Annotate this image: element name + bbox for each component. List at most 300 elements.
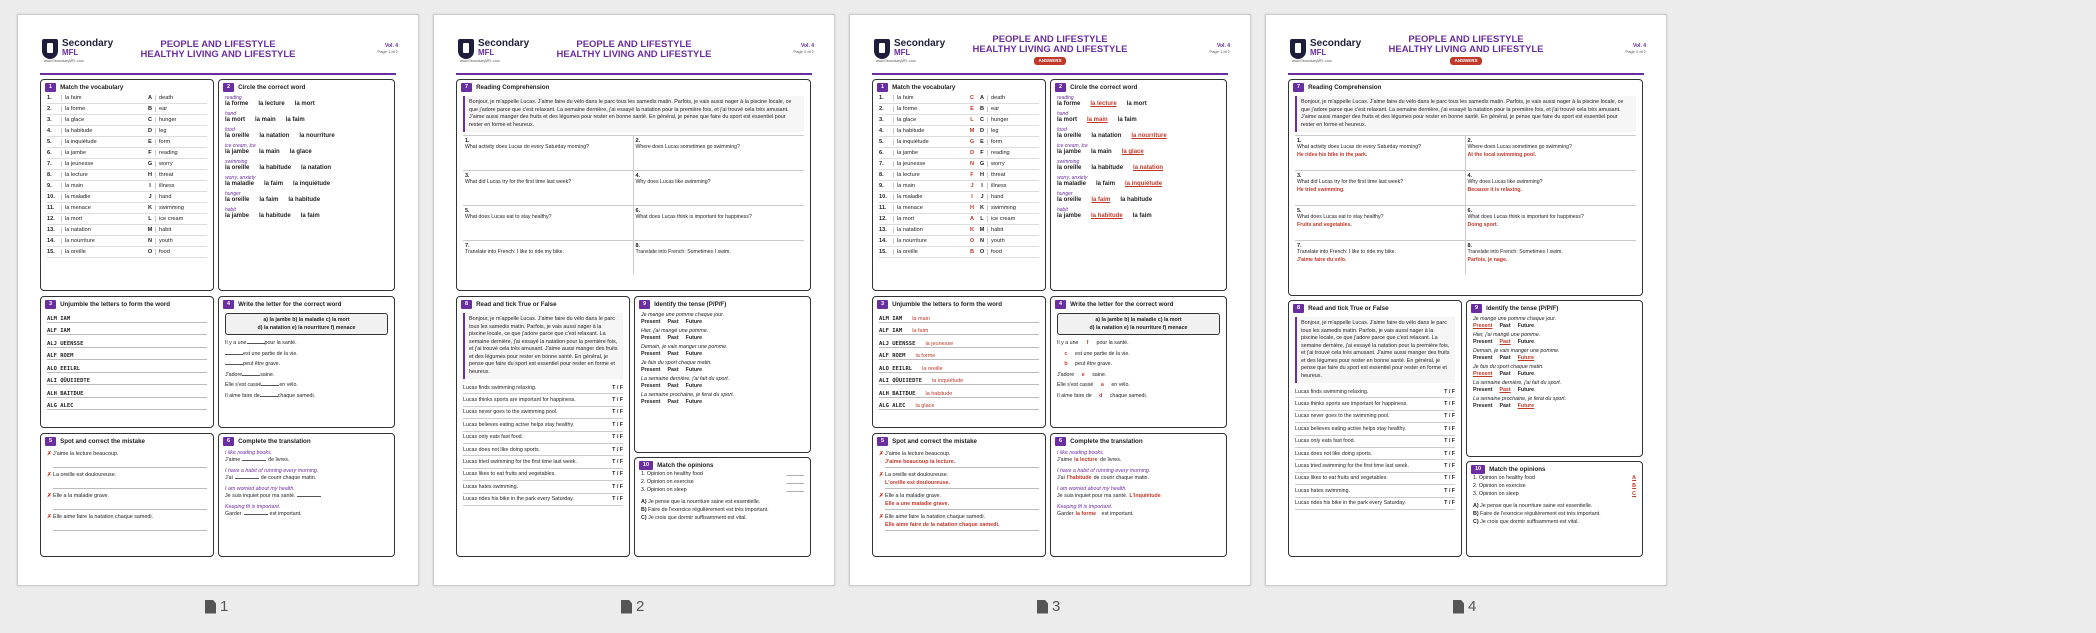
tense-sentence: La semaine dernière, j'ai fait du sport. — [641, 376, 730, 382]
tense-options — [1473, 323, 1636, 330]
english-word: ice cream — [155, 216, 207, 222]
tense-option[interactable]: Past — [667, 319, 679, 325]
word-meaning: ice cream, ice — [225, 143, 256, 149]
correction-line[interactable] — [53, 480, 207, 489]
gap-blank[interactable] — [260, 396, 278, 397]
gap-sentence — [1057, 349, 1220, 360]
volume-label: Vol. 4 Page 2 of 2 — [1625, 43, 1646, 54]
page-3 — [849, 14, 1251, 586]
tense-option[interactable]: Present — [641, 383, 661, 389]
tense-option[interactable]: Future — [1517, 387, 1535, 393]
true-false-toggle[interactable]: T / F — [612, 471, 623, 478]
answers-badge: ANSWERS — [1034, 57, 1065, 65]
question-number: 1. — [1297, 138, 1302, 144]
word-option[interactable]: la mort — [225, 117, 246, 123]
row-number: 3. — [879, 117, 884, 123]
question — [1295, 240, 1466, 275]
true-false-toggle[interactable]: T / F — [1444, 425, 1455, 432]
tense-sentence: La semaine dernière, j'ai fait du sport. — [1473, 380, 1562, 386]
french-word: la forme — [61, 106, 135, 112]
word-option[interactable]: la oreille — [1057, 133, 1082, 139]
question-number: 4. — [635, 173, 641, 179]
tense-option[interactable]: Past — [667, 335, 679, 341]
opinion-row — [1473, 483, 1636, 491]
true-false-toggle[interactable]: T / F — [1444, 487, 1455, 494]
sentence-end: de livres. — [268, 457, 290, 463]
true-false-row — [463, 407, 623, 419]
french-word: la nourriture — [61, 238, 135, 244]
word-options — [225, 213, 388, 221]
vocab-row — [879, 115, 1039, 126]
page-number-1[interactable]: 1 — [205, 598, 228, 615]
translation-blank[interactable] — [242, 460, 266, 461]
section-unjumble: 3 Unjumble the letters to form the word ALM IAM ALF IAM ALJ UEENSSE ALF ROEM ALO EEILRL ALI QÜUIIEDTE ALH BAITDUE ALG ALEC — [40, 296, 214, 428]
french-word: la natation — [893, 227, 967, 233]
shield-icon — [874, 39, 890, 59]
question-number: 6. — [1467, 208, 1473, 214]
tense-option[interactable]: Past — [1499, 339, 1511, 345]
option-letter: K — [147, 205, 153, 211]
tense-option[interactable]: Past — [1499, 387, 1511, 393]
gap-blank[interactable]: f — [1086, 340, 1089, 346]
question-number: 7. — [465, 243, 470, 249]
tense-option[interactable]: Future — [685, 399, 703, 405]
volume-label: Vol. 4 Page 2 of 2 — [793, 43, 814, 54]
word-option[interactable]: la faim — [1117, 117, 1137, 123]
vocab-row — [879, 247, 1039, 258]
word-option[interactable]: la faim — [259, 197, 279, 203]
translation-blank[interactable] — [244, 514, 268, 515]
tense-option[interactable]: Past — [1499, 403, 1511, 409]
jumbled-word: ALH BAITDUE — [47, 390, 84, 397]
sentence-end: chaque samedi. — [277, 392, 316, 399]
logo-url: www.SecondaryMFL.com — [44, 59, 84, 63]
answer-letter: O — [969, 238, 975, 244]
gap-blank[interactable]: e — [1081, 371, 1085, 378]
english-word: ice cream — [987, 216, 1039, 222]
answer-letter: K — [969, 227, 975, 233]
option-letter: F — [980, 150, 984, 156]
word-option[interactable]: la inquiétude — [293, 181, 331, 187]
english-word: habit — [155, 227, 207, 233]
word-option[interactable]: la faim — [1096, 181, 1116, 187]
word-option[interactable]: la jambe — [1057, 149, 1082, 155]
option-letter: B) — [641, 507, 647, 513]
true-false-row — [463, 432, 623, 444]
header-divider — [456, 73, 812, 75]
answer: Fruits and vegetables. — [1297, 222, 1352, 228]
page-title: PEOPLE AND LIFESTYLE HEALTHY LIVING AND LIFESTYLE ANSWERS — [1388, 34, 1544, 63]
tense-option[interactable]: Present — [641, 351, 661, 357]
tense-option[interactable]: Future — [1517, 339, 1535, 345]
tense-option[interactable]: Present — [1473, 387, 1493, 393]
tense-option[interactable]: Future — [685, 367, 703, 373]
word-option[interactable]: la nourriture — [1131, 133, 1167, 139]
answer: la habitude — [925, 390, 953, 397]
word-option[interactable]: la oreille — [225, 197, 250, 203]
word-option[interactable]: la nourriture — [299, 133, 335, 139]
question — [1466, 170, 1637, 205]
word-option[interactable]: la main — [1091, 149, 1112, 155]
vocab-row — [879, 236, 1039, 247]
word-option[interactable]: la natation — [1091, 133, 1122, 139]
answer: la forme — [915, 353, 936, 359]
tense-option[interactable]: Present — [641, 367, 661, 373]
jumbled-word: ALO EEILRL — [47, 365, 81, 372]
reading-passage: Bonjour, je m'appelle Lucas. J'aime faire du vélo dans le parc tous les samedis matin. Parfois, je vais aussi nager à la piscine locale, ce que j'adore parce que c'est relaxant. La semaine dernière, j'ai essayé la natation pour la première fois, et j'ai trouvé cela très amusant. J'aime aussi manger des fruits et des légumes pour rester en bonne santé. En général, je pense que faire du sport est essentiel pour rester en forme et heureux. — [463, 96, 804, 132]
french-sentence — [225, 493, 388, 501]
true-false-toggle[interactable]: T / F — [1444, 413, 1455, 420]
translation-blank[interactable] — [297, 496, 321, 497]
correction-line[interactable] — [53, 501, 207, 510]
gap-blank[interactable] — [247, 343, 265, 344]
word-meaning: hand — [225, 111, 237, 117]
section-letter-word: 4 Write the letter for the correct word a) la jambe b) la maladie c) la mort d) la natation e) la nourriture f) menace Il y a une f pour la santé. c est une partie de la vie. b peut être grave. J'adore e saine. Elle s'est cassé a en vélo. Il aime faire de d chaque samedi. — [1050, 296, 1227, 428]
true-false-toggle[interactable]: T / F — [612, 421, 623, 428]
tense-option[interactable]: Past — [667, 383, 679, 389]
unjumble-row — [879, 335, 1039, 348]
option-letter: M — [147, 227, 153, 233]
question-number: 8. — [1467, 243, 1473, 249]
translation-blank[interactable]: la forme — [1075, 511, 1097, 517]
word-option[interactable]: la lecture — [1090, 101, 1117, 107]
section-vocab-match: 1 Match the vocabulary 1. la faim C A death 2. la forme E B ear 3. la glace L C hunger 4. la habitude M D leg 5. la inquiétude G E form 6. la jambe D F reading 7. la jeunesse N G worry 8. la lecture F H threat 9. la main J I illness 10. la maladie I J hand 11. la menace H K swimming 12. la mort A L ice cream 13. la natation K M habit 14. la nourriture O N youth 15. la oreille B O food — [872, 79, 1046, 291]
tense-options — [1473, 403, 1636, 410]
english-sentence: I have a habit of running every morning. — [225, 468, 319, 474]
french-sentence — [1057, 493, 1220, 501]
word-options — [225, 133, 388, 141]
true-false-toggle[interactable]: T / F — [1444, 463, 1455, 470]
word-option[interactable]: la oreille — [225, 133, 250, 139]
gap-sentence — [1057, 370, 1220, 381]
word-option[interactable]: la habitude — [288, 197, 321, 203]
unjumble-row — [47, 335, 207, 348]
answer-letter: M — [969, 128, 975, 134]
sentence-start: Il y a une — [1057, 340, 1079, 346]
word-options — [225, 197, 388, 205]
true-false-toggle[interactable]: T / F — [612, 384, 623, 391]
french-word: la lecture — [61, 172, 135, 178]
vocab-row — [47, 214, 207, 225]
opinion-option — [641, 499, 804, 507]
correction-line[interactable]: L'oreille est douloureuse. — [885, 480, 1039, 489]
word-meaning: food — [225, 127, 235, 133]
row-number: 1. — [879, 95, 884, 101]
page-number-4[interactable]: 4 — [1453, 598, 1476, 615]
question — [463, 135, 634, 170]
word-meaning: reading — [225, 95, 242, 101]
answer: At the local swimming pool. — [1467, 152, 1537, 158]
opinion-blank: ______ — [786, 479, 804, 485]
word-option[interactable]: la maladie — [225, 181, 255, 187]
statement: Lucas hates swimming. — [463, 483, 519, 490]
opinion-row — [1473, 475, 1636, 483]
logo: Secondary MFL www.SecondaryMFL.com — [460, 38, 530, 63]
opinion-topic: 2. Opinion on exercise — [1473, 483, 1526, 489]
word-option[interactable]: la main — [255, 117, 276, 123]
header-divider — [1288, 73, 1644, 75]
word-option[interactable]: la faim — [264, 181, 284, 187]
statement: Lucas believes eating active helps stay healthy. — [1295, 425, 1407, 432]
sentence-start: J'aime — [1057, 457, 1073, 463]
gap-blank[interactable] — [261, 385, 279, 386]
word-option[interactable]: la maladie — [1057, 181, 1087, 187]
opinion-answer: B — [1632, 483, 1636, 489]
unjumble-row — [47, 348, 207, 361]
true-false-toggle[interactable]: T / F — [612, 483, 623, 490]
row-number: 15. — [879, 249, 887, 255]
vocab-row — [879, 181, 1039, 192]
row-number: 6. — [47, 150, 52, 156]
word-option[interactable]: la jambe — [1057, 213, 1082, 219]
vocab-row — [47, 104, 207, 115]
tense-option[interactable]: Past — [667, 367, 679, 373]
true-false-toggle[interactable]: T / F — [1444, 401, 1455, 408]
answer-letter: F — [970, 172, 974, 178]
row-number: 5. — [879, 139, 884, 145]
true-false-row — [1295, 398, 1455, 410]
translation-blank[interactable]: L'inquiétude — [1129, 493, 1161, 499]
word-options — [225, 149, 388, 157]
word-option[interactable]: la jambe — [225, 213, 250, 219]
opinion-option — [1473, 519, 1636, 527]
option-letter: O — [979, 249, 985, 255]
tense-option[interactable]: Present — [1473, 323, 1493, 329]
option-letter: D — [979, 128, 985, 134]
true-false-toggle[interactable]: T / F — [1444, 450, 1455, 457]
mistake-sentence: ✗ Elle a la maladie grave. — [879, 493, 1039, 501]
word-option[interactable]: la habitude — [259, 213, 291, 219]
correction-line[interactable]: Elle a une maladie grave. — [885, 501, 1039, 510]
true-false-toggle[interactable]: T / F — [612, 397, 623, 404]
gap-sentence — [225, 359, 388, 370]
word-option[interactable]: la mort — [1057, 117, 1078, 123]
word-option[interactable]: la habitude — [1120, 197, 1153, 203]
word-option[interactable]: la oreille — [1057, 165, 1082, 171]
french-word: la jeunesse — [893, 161, 967, 167]
true-false-row — [463, 456, 623, 468]
word-option[interactable]: la main — [1087, 117, 1108, 123]
vocab-row — [47, 159, 207, 170]
answer: He rides his bike in the park. — [1297, 152, 1368, 158]
sentence-start: Il y a une — [225, 340, 247, 346]
tense-option[interactable]: Future — [685, 335, 703, 341]
statement: Lucas does not like doing sports. — [1295, 450, 1373, 457]
shield-icon — [1290, 39, 1306, 59]
answer: la inquiétude — [932, 378, 964, 384]
english-sentence: I am worried about my health. — [225, 486, 295, 492]
jumbled-word: ALM IAM — [47, 315, 71, 322]
word-meaning: food — [1057, 127, 1067, 133]
page-header — [434, 15, 834, 65]
vocab-row — [47, 148, 207, 159]
translation-blank[interactable]: la lecture — [1074, 457, 1098, 463]
word-option[interactable]: la natation — [1133, 165, 1164, 171]
opinion-row — [1473, 491, 1636, 499]
word-option[interactable]: la inquiétude — [1125, 181, 1163, 187]
word-option[interactable]: la habitude — [1091, 213, 1123, 219]
tense-option[interactable]: Present — [641, 399, 661, 405]
tense-sentence: Demain, je vais manger une pomme. — [641, 344, 728, 350]
question-number: 2. — [635, 138, 641, 144]
tense-option[interactable]: Present — [1473, 355, 1493, 361]
question — [463, 240, 634, 275]
french-word: la glace — [61, 117, 135, 123]
french-sentence — [225, 475, 388, 483]
english-sentence: I like reading books. — [1057, 450, 1105, 456]
word-option[interactable]: la mort — [294, 101, 315, 107]
english-word: reading — [987, 150, 1039, 156]
section-true-false: 8 Read and tick True or False Bonjour, je m'appelle Lucas. J'aime faire du vélo dans le parc tous les samedis matin. Parfois, je vais aussi nager à la piscine locale, ce que j'adore parce que c'est relaxant. La semaine dernière, j'ai essayé la natation pour la première fois, et j'ai trouvé cela très amusant. J'aime aussi manger des fruits et des légumes pour rester en bonne santé. En général, je pense que faire du sport est essentiel pour rester en forme et heureux. Lucas finds swimming relaxing. T / F Lucas thinks sports are important for happiness. T / F Lucas never goes to the swimming pool. T / F Lucas believes eating active helps stay healthy. T / F Lucas only eats fast food. T / F Lucas does not like doing sports. T / F Lucas tried swimming for the first time last week. T / F Lucas likes to eat fruits and vegetables. T / F Lucas hates swimming. T / F Lucas rides his bike in the park every Saturday. T / F — [1288, 300, 1462, 557]
gap-blank[interactable] — [225, 354, 243, 355]
true-false-toggle[interactable]: T / F — [612, 446, 623, 453]
tense-sentence: La semaine prochaine, je ferai du sport. — [1473, 396, 1567, 402]
tense-option[interactable]: Present — [1473, 371, 1493, 377]
true-false-toggle[interactable]: T / F — [1444, 475, 1455, 482]
word-option[interactable]: la natation — [259, 133, 290, 139]
question-text: Translate into French: Sometimes I swim. — [1467, 249, 1563, 255]
question — [1466, 240, 1637, 275]
translation-blank[interactable]: l'habitude — [1066, 475, 1092, 481]
correction-line[interactable] — [53, 459, 207, 468]
gap-blank[interactable]: b — [1064, 361, 1068, 367]
word-option[interactable]: la forme — [225, 101, 249, 107]
true-false-toggle[interactable]: T / F — [1444, 500, 1455, 507]
correction-line[interactable]: Elle aime faire de la natation chaque samedi. — [885, 522, 1039, 531]
tense-option[interactable]: Future — [685, 383, 703, 389]
true-false-toggle[interactable]: T / F — [612, 496, 623, 503]
unjumble-row — [879, 323, 1039, 336]
word-option[interactable]: la habitude — [1091, 165, 1124, 171]
true-false-toggle[interactable]: T / F — [612, 434, 623, 441]
correction-line[interactable] — [53, 522, 207, 531]
tense-option[interactable]: Future — [1517, 371, 1535, 377]
option-letter: J — [980, 194, 984, 200]
gap-blank[interactable]: d — [1099, 392, 1103, 399]
row-number: 4. — [47, 128, 52, 134]
option-text: Je pense que la nourriture saine est essentielle. — [1480, 503, 1593, 509]
english-word: form — [155, 139, 207, 145]
unjumble-row — [879, 348, 1039, 361]
tense-option[interactable]: Future — [685, 319, 703, 325]
statement: Lucas only eats fast food. — [1295, 438, 1356, 445]
gap-blank[interactable] — [225, 364, 243, 365]
english-word: swimming — [155, 205, 207, 211]
tense-option[interactable]: Present — [1473, 403, 1493, 409]
tense-option[interactable]: Present — [641, 319, 661, 325]
tense-option[interactable]: Present — [641, 335, 661, 341]
word-option[interactable]: la glace — [289, 149, 312, 155]
question — [1466, 135, 1637, 170]
tense-option[interactable]: Present — [1473, 339, 1493, 345]
tense-options — [1473, 355, 1636, 362]
tense-option[interactable]: Future — [685, 351, 703, 357]
french-word: la faim — [893, 95, 967, 101]
row-number: 13. — [47, 227, 55, 233]
word-option[interactable]: la faim — [1132, 213, 1152, 219]
option-letter: O — [147, 249, 153, 255]
row-number: 4. — [879, 128, 884, 134]
section-translation: 6 Complete the translation I like reading books. J'aime de livres. I have a habit of running every morning. J'ai de courir chaque matin. I am worried about my health. Je suis inquiet pour ma santé. Keeping fit is important. Garder est important. — [218, 433, 395, 557]
tense-option[interactable]: Past — [1499, 371, 1511, 377]
statement: Lucas tried swimming for the first time last week. — [1295, 463, 1409, 470]
unjumble-row — [879, 373, 1039, 386]
word-option[interactable]: la faim — [1091, 197, 1111, 203]
tense-option[interactable]: Future — [1517, 323, 1535, 329]
word-option[interactable]: la main — [259, 149, 280, 155]
word-option[interactable]: la oreille — [225, 165, 250, 171]
tense-options — [641, 383, 804, 390]
french-sentence — [1057, 457, 1220, 465]
answer: la glace — [915, 403, 935, 409]
word-option[interactable]: la glace — [1121, 149, 1144, 155]
true-false-toggle[interactable]: T / F — [1444, 438, 1455, 445]
option-letter: M — [979, 227, 985, 233]
gap-blank[interactable]: c — [1064, 350, 1068, 357]
page-number-2[interactable]: 2 — [621, 598, 644, 615]
row-number: 14. — [879, 238, 887, 244]
tense-option[interactable]: Past — [667, 351, 679, 357]
word-option[interactable]: la oreille — [1057, 197, 1082, 203]
row-number: 7. — [879, 161, 884, 167]
answers-badge: ANSWERS — [1450, 57, 1481, 65]
word-option[interactable]: la natation — [301, 165, 332, 171]
true-false-toggle[interactable]: T / F — [612, 459, 623, 466]
word-option[interactable]: la habitude — [259, 165, 292, 171]
mistake-sentence: ✗ Elle aime faire la natation chaque samedi. — [879, 514, 1039, 522]
page-2 — [433, 14, 835, 586]
tense-option[interactable]: Future — [1517, 355, 1535, 361]
gap-blank[interactable]: a — [1100, 382, 1104, 388]
word-options — [225, 117, 388, 125]
question-number: 6. — [635, 208, 641, 214]
word-option[interactable]: la forme — [1057, 101, 1081, 107]
question-text: Translate into French: I like to ride my bike. — [1297, 249, 1396, 255]
word-option[interactable]: la jambe — [225, 149, 250, 155]
option-letter: A) — [1473, 503, 1479, 509]
sentence-end: de livres. — [1100, 457, 1122, 463]
sentence-start: Je suis inquiet pour ma santé. — [225, 493, 296, 499]
row-number: 2. — [47, 106, 52, 112]
gap-blank[interactable] — [242, 375, 260, 376]
english-sentence: I have a habit of running every morning. — [1057, 468, 1151, 474]
word-meaning: hunger — [225, 191, 241, 197]
option-letter: C — [147, 117, 153, 123]
logo: Secondary MFL www.SecondaryMFL.com — [876, 38, 946, 63]
tense-option[interactable]: Past — [1499, 323, 1511, 329]
vocab-row — [47, 225, 207, 236]
word-option[interactable]: la faim — [285, 117, 305, 123]
tense-option[interactable]: Past — [1499, 355, 1511, 361]
english-word: illness — [155, 183, 207, 189]
tense-option[interactable]: Future — [1517, 403, 1535, 409]
word-option[interactable]: la lecture — [258, 101, 285, 107]
true-false-toggle[interactable]: T / F — [612, 409, 623, 416]
word-option[interactable]: la mort — [1126, 101, 1147, 107]
true-false-toggle[interactable]: T / F — [1444, 388, 1455, 395]
row-number: 5. — [47, 139, 52, 145]
translation-blank[interactable] — [235, 478, 259, 479]
tense-option[interactable]: Past — [667, 399, 679, 405]
word-option[interactable]: la faim — [300, 213, 320, 219]
english-sentence: I am worried about my health. — [1057, 486, 1127, 492]
page-number-3[interactable]: 3 — [1037, 598, 1060, 615]
unjumble-row — [879, 398, 1039, 411]
sentence-end: est une partie de la vie. — [243, 350, 298, 357]
answer: J'aime faire du vélo. — [1297, 257, 1347, 263]
correction-line[interactable]: J'aime beaucoup la lecture. — [885, 459, 1039, 468]
gap-sentence — [225, 370, 388, 381]
